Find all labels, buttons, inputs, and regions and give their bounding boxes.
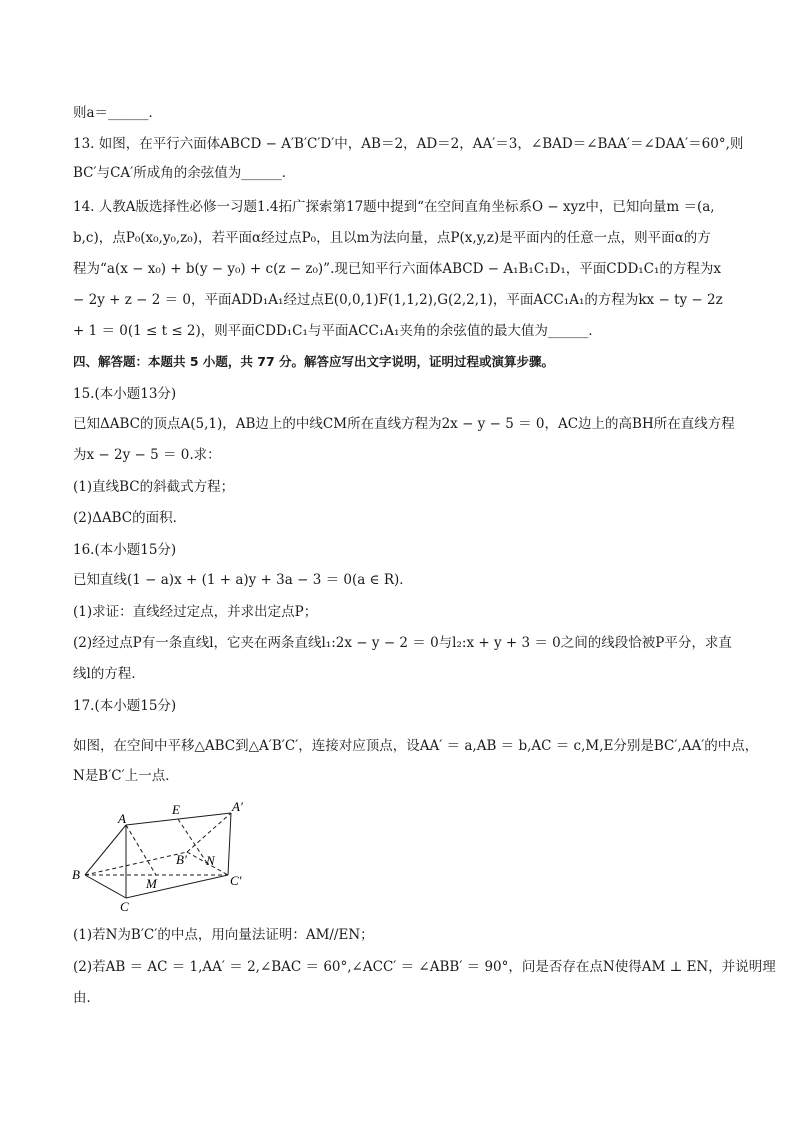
edge-C-C2 — [126, 875, 228, 898]
q14-line-5: + 1 ＝ 0(1 ≤ t ≤ 2)，则平面CDD₁C₁与平面ACC₁A₁夹角的余弦值的最大值为______． — [73, 323, 602, 339]
q13-line-1: 13. 如图，在平行六面体ABCD − A′B′C′D′中，AB＝2，AD＝2，AA′＝3，∠BAD＝∠BAA′＝∠DAA′＝60°,则 — [73, 136, 744, 152]
label-B-prime: B′ — [176, 852, 187, 867]
q14-line-2: b,c)，点P₀(x₀,y₀,z₀)，若平面α经过点P₀，且以m为法向量，点P(x,y,z)是平面内的任意一点，则平面α的方 — [73, 230, 711, 246]
edge-B-B2 — [85, 852, 187, 875]
q17-line-2: N是B′C′上一点． — [73, 768, 179, 784]
q16-heading: 16.(本小题15分) — [73, 542, 177, 558]
label-B: B — [72, 867, 80, 882]
q16-part-2-line-2: 线l的方程． — [73, 666, 145, 682]
edge-B-C — [85, 875, 126, 898]
q17-part-1: (1)若N为B′C′的中点，用向量法证明：AM//EN； — [73, 927, 374, 943]
label-A: A — [118, 811, 126, 826]
q16-line-1: 已知直线(1 − a)x + (1 + a)y + 3a − 3 ＝ 0(a ∈ R)． — [73, 572, 413, 588]
q16-part-2-line-1: (2)经过点P有一条直线l，它夹在两条直线l₁:2x − y − 2 ＝ 0与l₂:x + y + 3 ＝ 0之间的线段恰被P平分，求直 — [73, 635, 732, 651]
q15-part-1: (1)直线BC的斜截式方程； — [73, 479, 235, 495]
q14-line-1: 14. 人教A版选择性必修一习题1.4拓广探索第17题中提到“在空间直角坐标系O − xyz中，已知向量m ＝(a, — [73, 199, 715, 215]
label-C: C — [120, 899, 129, 913]
label-M: M — [146, 876, 157, 891]
q14-line-4: − 2y + z − 2 ＝ 0，平面ADD₁A₁经过点E(0,0,1)F(1,1,2),G(2,2,1)，平面ACC₁A₁的方程为kx − ty − 2z — [73, 292, 723, 308]
q14-line-3: 程为“a(x − x₀) + b(y − y₀) + c(z − z₀)”.现已知平行六面体ABCD − A₁B₁C₁D₁，平面CDD₁C₁的方程为x — [73, 261, 722, 277]
q15-heading: 15.(本小题13分) — [73, 386, 177, 402]
label-A-prime: A′ — [232, 799, 243, 814]
q17-heading: 17.(本小题15分) — [73, 698, 177, 714]
q17-part-2-line-2: 由． — [73, 990, 100, 1006]
q13-line-2: BC′与CA′所成角的余弦值为______． — [73, 165, 296, 181]
segment-A-M — [126, 825, 156, 875]
q17-part-2-line-1: (2)若AB ＝ AC ＝ 1,AA′ ＝ 2,∠BAC ＝ 60°,∠ACC′ ＝ ∠ABB′ ＝ 90°，问是否存在点N使得AM ⊥ EN，并说明理 — [73, 959, 776, 975]
q17-line-1: 如图，在空间中平移△ABC到△A′B′C′，连接对应顶点，设AA′ ＝ a,AB ＝ b,AC ＝ c,M,E分别是BC′,AA′的中点， — [73, 738, 759, 754]
edge-A2-C2 — [228, 813, 231, 875]
prism-figure — [70, 795, 260, 913]
section-4-heading: 四、解答题：本题共 5 小题，共 77 分。解答应写出文字说明，证明过程或演算步骤。 — [73, 354, 555, 369]
label-E: E — [172, 802, 180, 817]
label-N: N — [206, 853, 215, 868]
q12-answer-line: 则a＝______． — [73, 105, 163, 121]
edge-B2-A2 — [187, 813, 231, 852]
q15-line-2: 为x − 2y − 5 ＝ 0.求： — [73, 447, 221, 463]
q15-line-1: 已知ΔABC的顶点A(5,1)，AB边上的中线CM所在直线方程为2x − y − 5 ＝ 0，AC边上的高BH所在直线方程 — [73, 416, 735, 432]
label-C-prime: C′ — [230, 873, 242, 888]
q15-part-2: (2)ΔABC的面积． — [73, 510, 187, 526]
q16-part-1: (1)求证：直线经过定点，并求出定点P； — [73, 604, 318, 620]
